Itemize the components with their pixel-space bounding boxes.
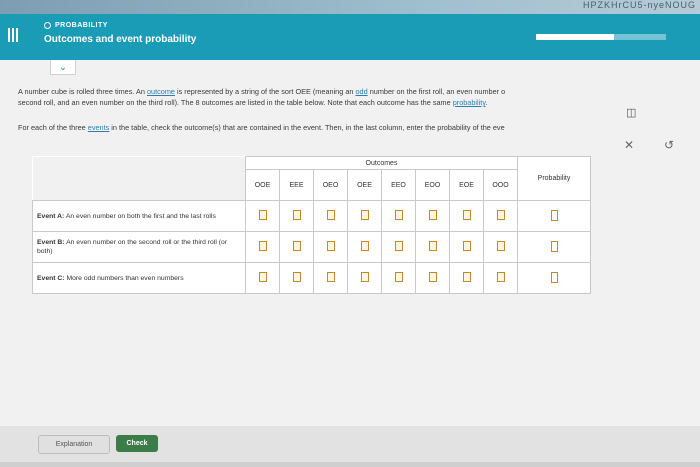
checkbox[interactable] (497, 210, 505, 220)
browser-url-strip (0, 0, 700, 14)
checkbox[interactable] (293, 241, 301, 251)
problem-instruction: For each of the three events in the table, check the outcome(s) that are contained in the event. Then, in the last column, enter the probability of the eve (18, 123, 505, 132)
outcome-link[interactable]: outcome (146, 87, 175, 96)
undo-icon[interactable]: ↺ (664, 138, 675, 152)
events-table (32, 156, 591, 294)
event-b-label: Event B: An even number on the second roll or the third roll (or both) (33, 232, 246, 263)
checkbox[interactable] (497, 272, 505, 282)
table-row (33, 263, 591, 294)
topic-text: PROBABILITY (55, 22, 108, 29)
probability-link[interactable]: probability (452, 98, 486, 107)
url-fragment: HPZKHrCU5-nyeNOUG (582, 0, 696, 10)
outcome-header: EOE (450, 170, 484, 201)
clear-icon[interactable]: ✕ (624, 138, 635, 152)
checkbox[interactable] (327, 272, 335, 282)
checkbox[interactable] (259, 272, 267, 282)
outcome-header: EOO (416, 170, 450, 201)
checkbox[interactable] (429, 272, 437, 282)
checkbox[interactable] (361, 210, 369, 220)
action-bar (0, 426, 700, 467)
outcome-header: EEE (280, 170, 314, 201)
page-title: Outcomes and event probability (44, 34, 197, 45)
probability-header: Probability (518, 157, 591, 201)
bottom-divider (0, 462, 700, 467)
menu-icon[interactable] (8, 28, 18, 42)
checkbox[interactable] (429, 210, 437, 220)
app-header (0, 14, 700, 60)
progress-fill (536, 34, 614, 40)
answer-tools (618, 106, 688, 156)
checkbox[interactable] (361, 241, 369, 251)
table-row (33, 232, 591, 263)
probability-input[interactable] (551, 210, 558, 221)
checkbox[interactable] (327, 241, 335, 251)
probability-input[interactable] (551, 272, 558, 283)
checkbox[interactable] (327, 210, 335, 220)
outcome-header: EEO (382, 170, 416, 201)
outcome-header: OOO (484, 170, 518, 201)
checkbox[interactable] (361, 272, 369, 282)
checkbox[interactable] (293, 210, 301, 220)
outcome-header: OEO (314, 170, 348, 201)
outcomes-header: Outcomes (246, 157, 518, 170)
events-link[interactable]: events (87, 123, 110, 132)
event-c-label: Event C: More odd numbers than even numbers (33, 263, 246, 294)
checkbox[interactable] (395, 272, 403, 282)
collapse-chevron-icon[interactable]: ⌄ (50, 60, 76, 75)
checkbox[interactable] (463, 272, 471, 282)
topic-label (44, 22, 108, 29)
checkbox[interactable] (395, 241, 403, 251)
checkbox[interactable] (497, 241, 505, 251)
checkbox[interactable] (293, 272, 301, 282)
checkbox[interactable] (463, 241, 471, 251)
topic-circle-icon (44, 22, 51, 29)
fraction-icon[interactable]: ◫ (626, 107, 637, 119)
outcome-header: OEE (348, 170, 382, 201)
checkbox[interactable] (395, 210, 403, 220)
checkbox[interactable] (259, 210, 267, 220)
checkbox[interactable] (429, 241, 437, 251)
probability-input[interactable] (551, 241, 558, 252)
problem-intro: A number cube is rolled three times. An outcome is represented by a string of the sort OEE (meaning an odd number on the first roll, an even number o second roll, and an even number on the third roll). The 8 outcomes are listed in the table below. Note that each outcome has the same probability. (18, 87, 506, 107)
progress-bar (536, 34, 666, 40)
table-row (33, 201, 591, 232)
check-button[interactable]: Check (116, 435, 158, 452)
odd-link[interactable]: odd (355, 87, 368, 96)
outcome-header: OOE (246, 170, 280, 201)
checkbox[interactable] (463, 210, 471, 220)
explanation-button[interactable]: Explanation (38, 435, 110, 454)
checkbox[interactable] (259, 241, 267, 251)
event-a-label: Event A: An even number on both the first and the last rolls (33, 201, 246, 232)
